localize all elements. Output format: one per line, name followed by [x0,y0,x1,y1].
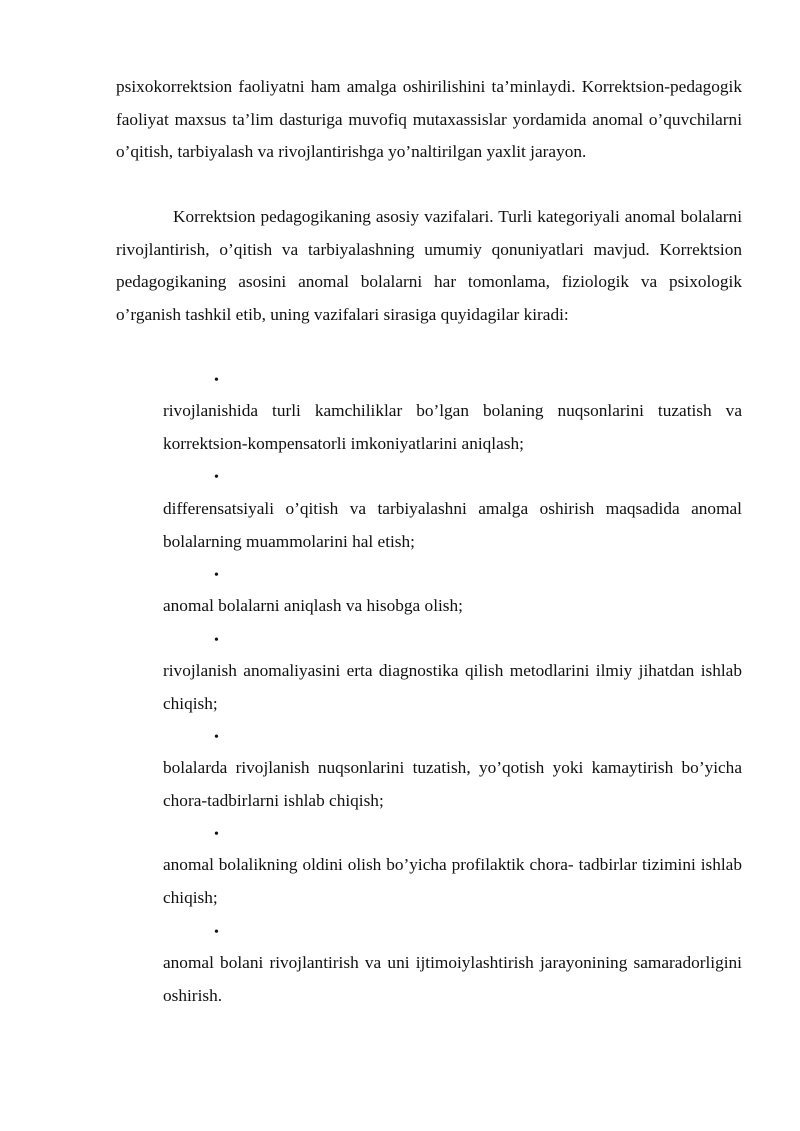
list-item: anomal bolani rivojlantirish va uni ijtimoiylashtirish jarayonining samaradorligini oshirish. [163,953,742,1005]
bullet-icon: • [214,827,219,842]
bullet-icon: • [214,470,219,485]
list-item: anomal bolalarni aniqlash va hisobga olish; [163,596,463,615]
bullet-icon: • [214,730,219,745]
bullet-icon: • [214,925,219,940]
bullet-icon: • [214,568,219,583]
list-item: anomal bolalikning oldini olish bo’yicha profilaktik chora- tadbirlar tizimini ishlab chiqish; [163,855,742,907]
paragraph-tasks: Korrektsion pedagogikaning asosiy vazifalari. Turli kategoriyali anomal bolalarni rivojlantirish, o’qitish va tarbiyalashning umumiy qonuniyatlari mavjud. Korrektsion pedagogikaning asosini anomal bolalarni har tomonlama, fiziologik va psixologik o’rganish tashkil etib, uning vazifalari sirasiga quyidagilar kiradi: [116,207,742,324]
list-item: rivojlanishida turli kamchiliklar bo’lgan bolaning nuqsonlarini tuzatish va korrektsion-kompensatorli imkoniyatlarini aniqlash; [163,401,742,453]
bullet-icon: • [214,633,219,648]
list-item: differensatsiyali o’qitish va tarbiyalashni amalga oshirish maqsadida anomal bolalarning muammolarini hal etish; [163,499,742,551]
paragraph-intro: psixokorrektsion faoliyatni ham amalga oshirilishini ta’minlaydi. Korrektsion-pedagogik faoliyat maxsus ta’lim dasturiga muvofiq mutaxassislar yordamida anomal o’quvchilarni o’qitish, tarbiyalash va rivojlantirishga yo’naltirilgan yaxlit jarayon. [116,77,742,161]
list-item: bolalarda rivojlanish nuqsonlarini tuzatish, yo’qotish yoki kamaytirish bo’yicha chora-tadbirlarni ishlab chiqish; [163,758,742,810]
list-item: rivojlanish anomaliyasini erta diagnostika qilish metodlarini ilmiy jihatdan ishlab chiqish; [163,661,742,713]
bullet-icon: • [214,373,219,388]
